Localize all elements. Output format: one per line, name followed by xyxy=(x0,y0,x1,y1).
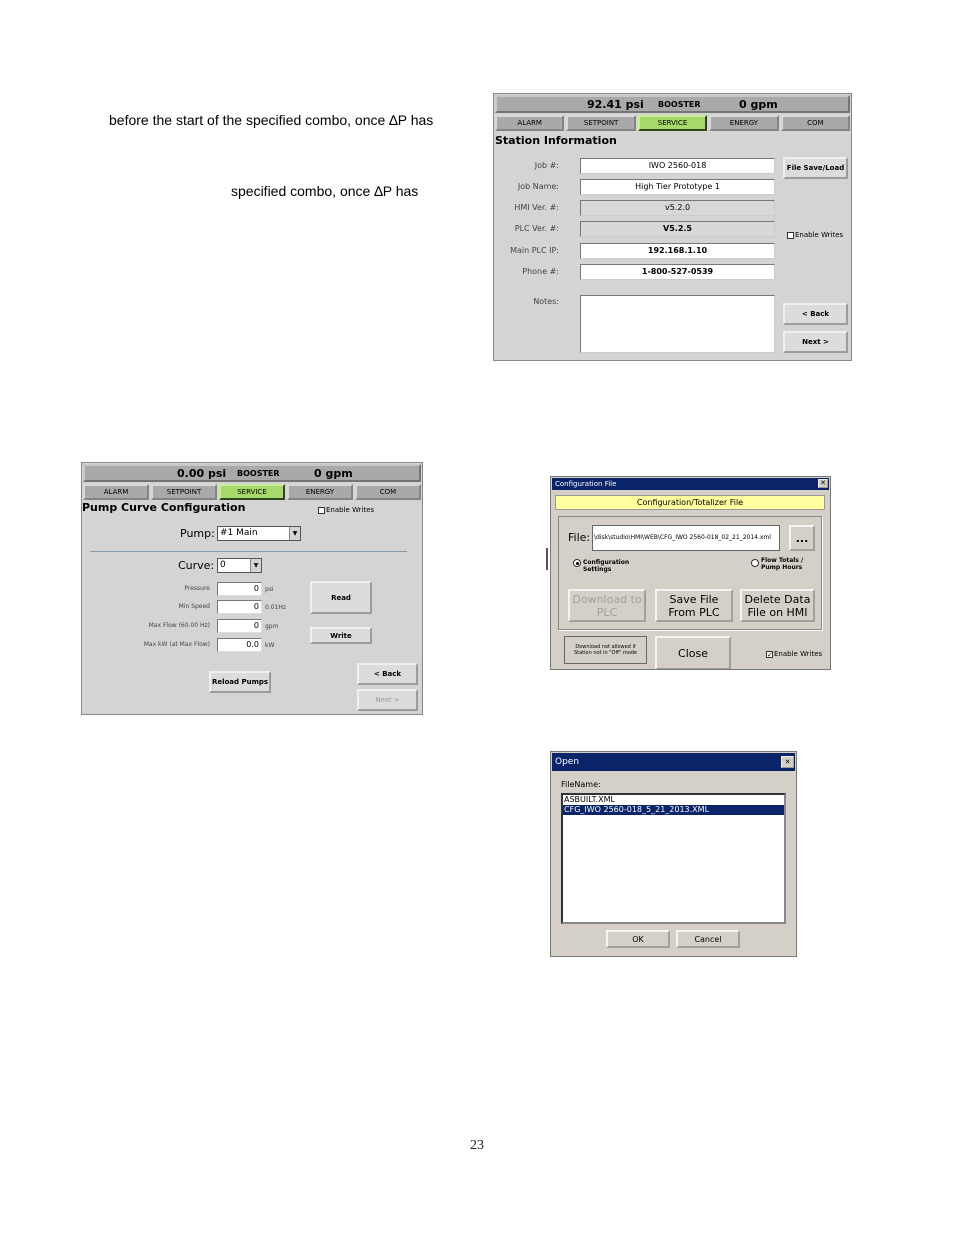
curve-select[interactable] xyxy=(217,558,262,573)
divider xyxy=(90,551,407,552)
enable-writes-label: Enable Writes xyxy=(795,231,844,239)
chevron-down-icon[interactable]: ▼ xyxy=(250,559,261,572)
next-button[interactable]: Next > xyxy=(783,331,848,353)
hmi-version-field: v5.2.0 xyxy=(580,200,775,216)
pressure-field[interactable]: 0 xyxy=(217,582,262,596)
checkbox-box[interactable] xyxy=(787,232,794,239)
tab-com[interactable]: COM xyxy=(355,484,421,500)
max-flow-unit: gpm xyxy=(265,623,279,630)
plc-version-field: V5.2.5 xyxy=(580,221,775,237)
file-list[interactable] xyxy=(561,793,786,924)
filename-label: FileName: xyxy=(561,780,601,789)
write-button[interactable]: Write xyxy=(310,627,372,644)
body-text-line-2: specified combo, once ∆P has xyxy=(231,183,419,199)
next-button[interactable]: Next > xyxy=(357,689,418,711)
job-name-label: Job Name: xyxy=(517,182,559,191)
close-icon[interactable]: ✕ xyxy=(818,479,828,488)
mode-readout: BOOSTER xyxy=(658,100,701,109)
enable-writes-checkbox[interactable] xyxy=(766,650,822,658)
job-number-label: Job #: xyxy=(534,161,559,170)
status-bar xyxy=(83,464,421,482)
min-speed-label: Min Speed xyxy=(178,603,210,610)
notes-field[interactable] xyxy=(580,295,775,353)
status-bar xyxy=(495,95,850,113)
tab-setpoint[interactable]: SETPOINT xyxy=(566,115,635,131)
plc-version-label: PLC Ver. #: xyxy=(514,224,559,233)
nav-tabs xyxy=(83,484,421,500)
tab-service[interactable]: SERVICE xyxy=(219,484,285,500)
tab-setpoint[interactable]: SETPOINT xyxy=(151,484,217,500)
open-dialog xyxy=(550,751,797,957)
file-save-load-button[interactable]: File Save/Load xyxy=(783,157,848,179)
notes-label: Notes: xyxy=(533,297,559,306)
hmi-version-label: HMI Ver. #: xyxy=(514,203,559,212)
mode-readout: BOOSTER xyxy=(237,469,280,478)
download-notice: Download not allowed if Station not in "Off" mode xyxy=(564,636,647,664)
enable-writes-checkbox[interactable] xyxy=(318,506,374,514)
max-kw-label: Max kW (at Max Flow) xyxy=(143,641,210,648)
dialog-title: Open xyxy=(555,757,580,767)
job-number-field[interactable]: IWO 2560-018 xyxy=(580,158,775,174)
min-speed-field[interactable]: 0 xyxy=(217,600,262,614)
browse-button[interactable]: ... xyxy=(789,525,815,551)
file-path-field[interactable]: \disk\studio\HMI\WEB\CFG_IWO 2560-018_02_21_2014.xml xyxy=(592,525,780,551)
delete-data-file-button[interactable]: Delete Data File on HMI xyxy=(740,589,815,622)
back-button[interactable]: < Back xyxy=(357,663,418,685)
enable-writes-checkbox[interactable] xyxy=(787,231,843,239)
min-speed-unit: 0.01Hz xyxy=(265,604,287,611)
save-file-from-plc-button[interactable]: Save File From PLC xyxy=(655,589,733,622)
pressure-readout: 92.41 psi xyxy=(587,98,644,111)
body-text-line-1: before the start of the specified combo, once ∆P has xyxy=(109,112,434,128)
file-list-item-selected[interactable]: CFG_IWO 2560-018_5_21_2013.XML xyxy=(563,805,784,815)
file-type-banner: Configuration/Totalizer File xyxy=(555,495,825,510)
tab-energy[interactable]: ENERGY xyxy=(287,484,353,500)
enable-writes-label: Enable Writes xyxy=(326,506,375,514)
phone-field[interactable]: 1-800-527-0539 xyxy=(580,264,775,280)
checkbox-box[interactable] xyxy=(318,507,325,514)
station-information-screen xyxy=(493,93,852,361)
radio-unselected-icon[interactable] xyxy=(751,559,759,567)
tab-energy[interactable]: ENERGY xyxy=(709,115,778,131)
curve-label: Curve: xyxy=(178,559,215,572)
main-plc-ip-label: Main PLC IP: xyxy=(510,246,559,255)
pressure-readout: 0.00 psi xyxy=(177,467,227,480)
enable-writes-label: Enable Writes xyxy=(774,650,823,658)
tab-com[interactable]: COM xyxy=(781,115,850,131)
tab-alarm[interactable]: ALARM xyxy=(83,484,149,500)
radio-configuration-label: Configuration Settings xyxy=(583,559,630,573)
pump-select-value: #1 Main xyxy=(220,528,258,538)
radio-flow-totals-label: Flow Totals / Pump Hours xyxy=(761,557,804,571)
file-label: File: xyxy=(568,531,591,544)
tab-service[interactable]: SERVICE xyxy=(638,115,707,131)
radio-configuration-settings[interactable] xyxy=(573,559,653,573)
radio-selected-icon[interactable] xyxy=(573,559,581,567)
pump-label: Pump: xyxy=(180,527,215,540)
checkbox-checked-icon[interactable]: ✓ xyxy=(767,650,773,659)
nav-tabs xyxy=(495,115,850,131)
main-plc-ip-field[interactable]: 192.168.1.10 xyxy=(580,243,775,259)
curve-select-value: 0 xyxy=(220,560,226,570)
close-icon[interactable]: ✕ xyxy=(781,756,794,768)
close-button[interactable]: Close xyxy=(655,636,731,670)
max-flow-label: Max Flow (60.00 Hz) xyxy=(148,622,210,629)
file-list-item[interactable]: ASBUILT.XML xyxy=(564,795,615,804)
ok-button[interactable]: OK xyxy=(606,930,670,948)
pressure-label: Pressure xyxy=(184,585,210,592)
dialog-title-bar xyxy=(552,478,829,490)
page-title: Station Information xyxy=(495,134,617,147)
flow-readout: 0 gpm xyxy=(314,467,353,480)
phone-label: Phone #: xyxy=(522,267,559,276)
dialog-title-bar xyxy=(552,753,795,771)
tab-alarm[interactable]: ALARM xyxy=(495,115,564,131)
max-flow-field[interactable]: 0 xyxy=(217,619,262,633)
reload-pumps-button[interactable]: Reload Pumps xyxy=(209,671,271,693)
flow-readout: 0 gpm xyxy=(739,98,778,111)
window-edge-artifact xyxy=(546,548,548,570)
max-kw-field[interactable]: 0.0 xyxy=(217,638,262,652)
pump-curve-screen xyxy=(81,462,423,715)
job-name-field[interactable]: High Tier Prototype 1 xyxy=(580,179,775,195)
dialog-title: Configuration File xyxy=(555,480,617,488)
cancel-button[interactable]: Cancel xyxy=(676,930,740,948)
pressure-unit: psi xyxy=(265,586,274,593)
back-button[interactable]: < Back xyxy=(783,303,848,325)
page-number: 23 xyxy=(470,1138,484,1153)
configuration-file-dialog xyxy=(550,476,831,670)
radio-flow-totals[interactable] xyxy=(751,557,817,571)
chevron-down-icon[interactable]: ▼ xyxy=(289,527,300,540)
max-kw-unit: kW xyxy=(265,642,275,649)
download-to-plc-button[interactable]: Download to PLC xyxy=(568,589,646,622)
pump-select[interactable] xyxy=(217,526,301,541)
file-group xyxy=(558,516,822,630)
read-button[interactable]: Read xyxy=(310,581,372,614)
page-title: Pump Curve Configuration xyxy=(82,501,246,514)
